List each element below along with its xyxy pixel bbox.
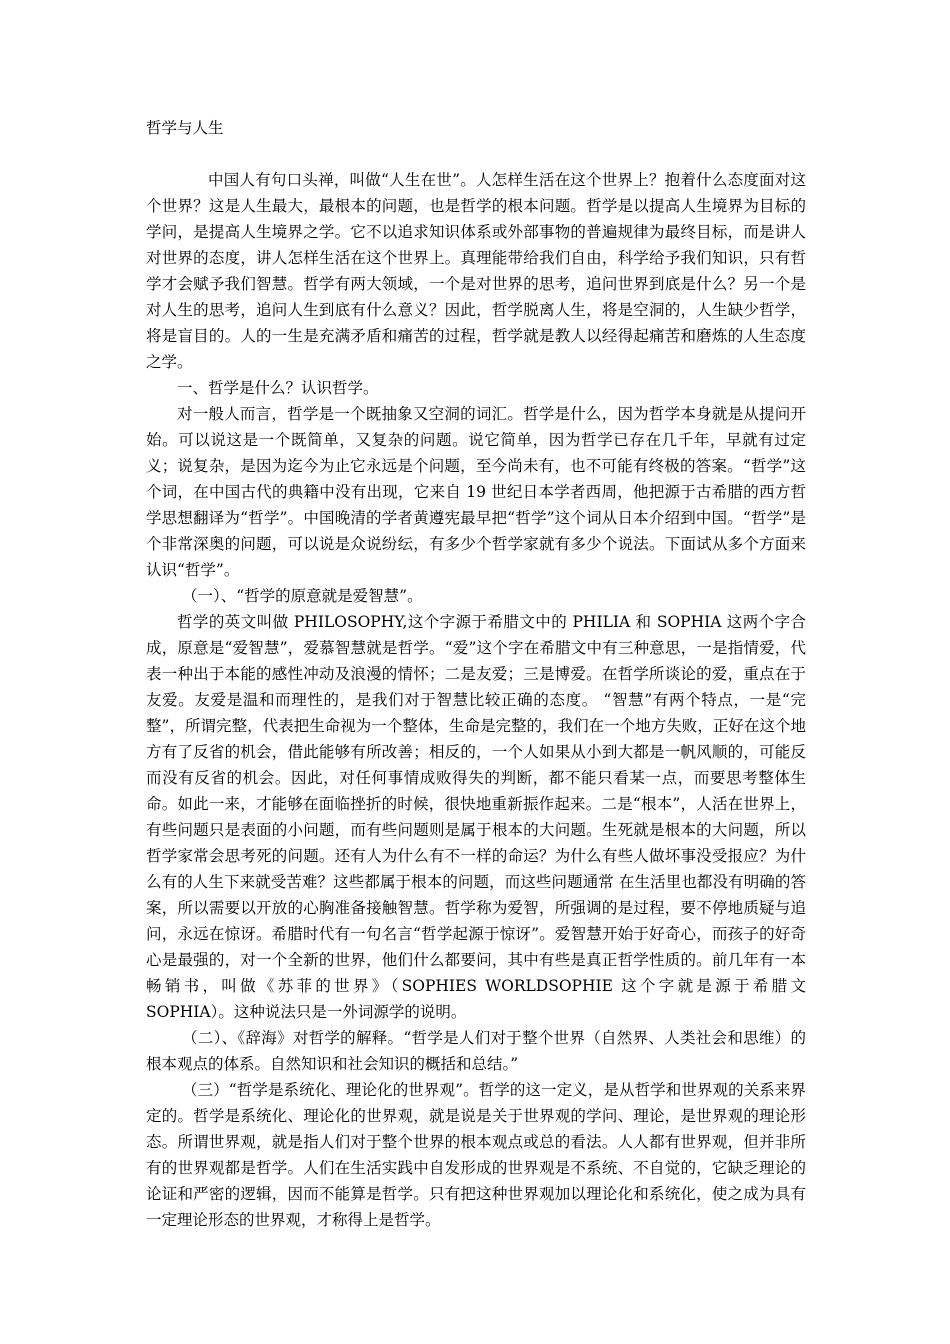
section-heading-1: 一、哲学是什么？认识哲学。 xyxy=(177,379,379,397)
document-title: 哲学与人生 xyxy=(146,119,224,137)
subheading-2-paragraph: （二）、《辞海》对哲学的解释。“哲学是人们对于整个世界（自然界、人类社会和思维）的根本观点的体系。自然知识和社会知识的概括和总结。” xyxy=(146,1029,806,1073)
intro-paragraph: 中国人有句口头禅，叫做“人生在世”。人怎样生活在这个世界上？抱着什么态度面对这个世界？这是人生最大，最根本的问题，也是哲学的根本问题。哲学是以提高人生境界为目标的学问，是提高人生境界之学。它不以追求知识体系或外部事物的普遍规律为最终目标，而是讲人对世界的态度，讲人怎样生活在这个世界上。真理能带给我们自由，科学给予我们知识，只有哲学才会赋予我们智慧。哲学有两大领域，一个是对世界的思考，追问世界到底是什么？另一个是对人生的思考，追问人生到底有什么意义？因此，哲学脱离人生，将是空洞的，人生缺少哲学，将是盲目的。人的一生是充满矛盾和痛苦的过程，哲学就是教人以经得起痛苦和磨炼的人生态度之学。 xyxy=(146,171,806,371)
subheading-1: （一）、“哲学的原意就是爱智慧”。 xyxy=(182,587,423,605)
subsection-1-paragraph: 哲学的英文叫做 PHILOSOPHY,这个字源于希腊文中的 PHILIA 和 SOPHIA 这两个字合成，原意是“爱智慧”，爱慕智慧就是哲学。“爱”这个字在希腊文中有三种意思，一是指情爱，代表一种出于本能的感性冲动及浪漫的情怀；二是友爱；三是博爱。在哲学所谈论的爱，重点在于友爱。友爱是温和而理性的，是我们对于智慧比较正确的态度。 “智慧”有两个特点，一是“完整”，所谓完整，代表把生命视为一个整体，生命是完整的，我们在一个地方失败，正好在这个地方有了反省的机会，借此能够有所改善；相反的，一个人如果从小到大都是一帆风顺的，可能反而没有反省的机会。因此，对任何事情成败得失的判断，都不能只看某一点，而要思考整体生命。如此一来，才能够在面临挫折的时候，很快地重新振作起来。二是“根本”，人活在世界上，有些问题只是表面的小问题，而有些问题则是属于根本的大问题。生死就是根本的大问题，所以哲学家常会思考死的问题。还有人为什么有不一样的命运？为什么有些人做坏事没受报应？为什么有的人生下来就受苦难？这些都属于根本的问题，而这些问题通常 在生活里也都没有明确的答案，所以需要以开放的心胸准备接触智慧。哲学称为爱智，所强调的是过程，要不停地质疑与追问，永远在惊讶。希腊时代有一句名言“哲学起源于惊讶”。爱智慧开始于好奇心，而孩子的好奇心是最强的，对一个全新的世界，他们什么都要问，其中有些是真正哲学性质的。前几年有一本畅销书，叫做《苏菲的世界》（SOPHIES WORLDSOPHIE 这个字就是源于希腊文 SOPHIA）。这种说法只是一外词源学的说明。 xyxy=(146,613,807,1021)
document-page xyxy=(146,115,806,1233)
subheading-3-paragraph: （三）“哲学是系统化、理论化的世界观”。哲学的这一定义，是从哲学和世界观的关系来界定的。哲学是系统化、理论化的世界观，就是说是关于世界观的学问、理论，是世界观的理论形态。所谓世界观，就是指人们对于整个世界的根本观点或总的看法。人人都有世界观，但并非所有的世界观都是哲学。人们在生活实践中自发形成的世界观是不系统、不自觉的，它缺乏理论的论证和严密的逻辑，因而不能算是哲学。只有把这种世界观加以理论化和系统化，使之成为具有一定理论形态的世界观，才称得上是哲学。 xyxy=(146,1081,806,1229)
section-1-paragraph: 对一般人而言，哲学是一个既抽象又空洞的词汇。哲学是什么，因为哲学本身就是从提问开始。可以说这是一个既简单，又复杂的问题。说它简单，因为哲学已存在几千年，早就有过定义；说复杂，是因为迄今为止它永远是个问题，至今尚未有，也不可能有终极的答案。“哲学”这个词，在中国古代的典籍中没有出现，它来自 19 世纪日本学者西周，他把源于古希腊的西方哲学思想翻译为“哲学”。中国晚清的学者黄遵宪最早把“哲学”这个词从日本介绍到中国。“哲学”是个非常深奥的问题，可以说是众说纷纭，有多少个哲学家就有多少个说法。下面试从多个方面来认识“哲学”。 xyxy=(146,405,806,579)
